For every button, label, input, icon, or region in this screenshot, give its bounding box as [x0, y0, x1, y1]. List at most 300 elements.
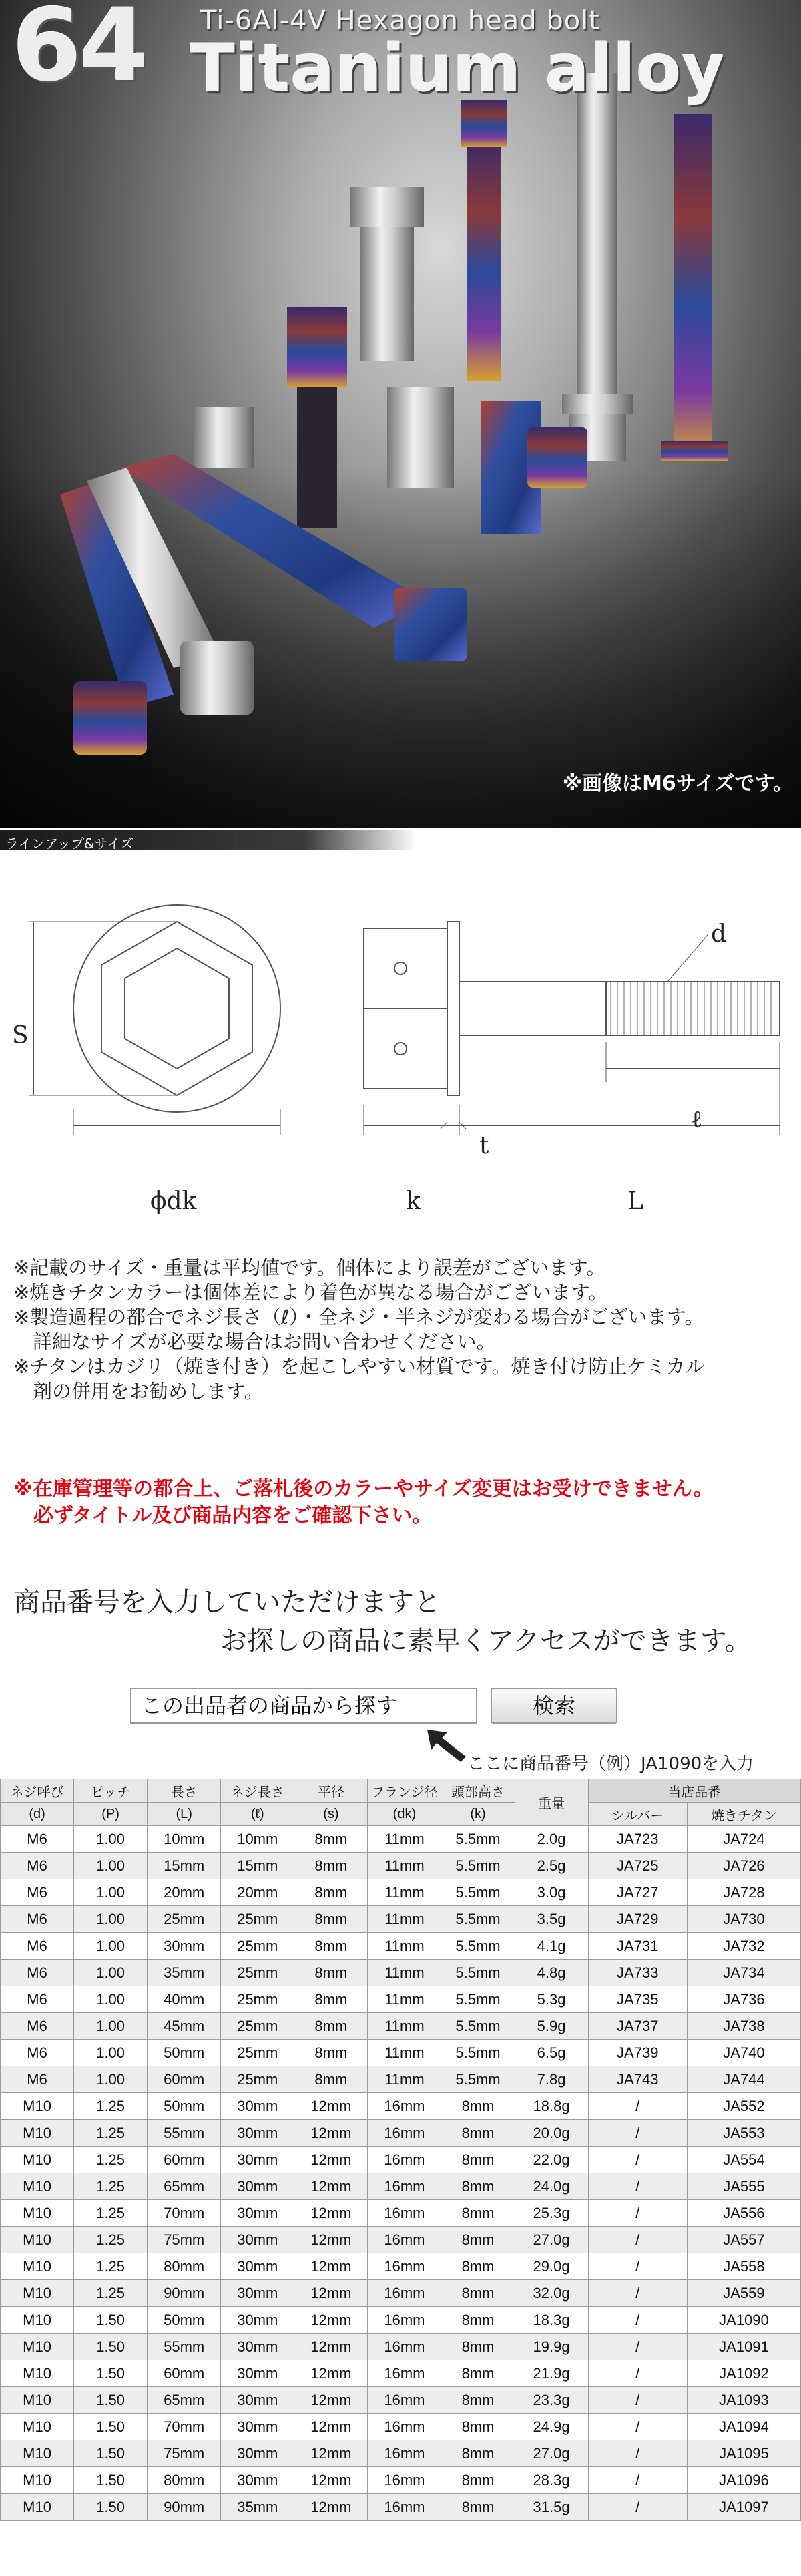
table-cell: 27.0g: [515, 2440, 588, 2467]
table-cell: 40mm: [148, 1986, 221, 2013]
table-cell: 8mm: [441, 2227, 515, 2253]
table-cell: 8mm: [294, 1906, 368, 1933]
hero-subtitle: Ti-6Al-4V Hexagon head bolt: [200, 5, 600, 36]
table-row: [1, 2200, 801, 2227]
table-cell: 30mm: [221, 2387, 294, 2414]
warning-line: ※在庫管理等の都合上、ご落札後のカラーやサイズ変更はお受けできません。: [13, 1477, 714, 1501]
table-cell: 12mm: [294, 2440, 368, 2467]
table-row: [1, 2440, 801, 2467]
table-row: [1, 2173, 801, 2200]
table-cell: 1.00: [74, 1986, 148, 2013]
table-cell: 65mm: [148, 2173, 221, 2200]
table-cell: 16mm: [368, 2147, 441, 2173]
table-cell: JA731: [588, 1933, 687, 1960]
dim-label-l: L: [627, 1187, 643, 1215]
warning-notice: [13, 1476, 794, 1529]
table-cell: 1.50: [74, 2360, 148, 2387]
table-cell: 30mm: [221, 2307, 294, 2334]
note-line: ※記載のサイズ・重量は平均値です。個体により誤差がございます。: [13, 1256, 606, 1279]
spec-table: [0, 1779, 801, 2521]
table-cell: 8mm: [441, 2147, 515, 2173]
table-cell: 16mm: [368, 2360, 441, 2387]
table-cell: JA1093: [687, 2387, 800, 2414]
table-cell: JA729: [588, 1906, 687, 1933]
hero-image-note: ※画像はM6サイズです。: [562, 772, 793, 795]
table-cell: 8mm: [441, 2360, 515, 2387]
subheader-l: (L): [148, 1803, 221, 1826]
header-thread-size: ネジ呼び: [1, 1779, 74, 1803]
table-cell: /: [588, 2173, 687, 2200]
table-cell: 11mm: [368, 1906, 441, 1933]
note-line: ※製造過程の都合でネジ長さ（ℓ）・全ネジ・半ネジが変わる場合がございます。: [13, 1306, 704, 1328]
table-cell: M10: [1, 2173, 74, 2200]
table-cell: JA554: [687, 2147, 800, 2173]
table-cell: /: [588, 2414, 687, 2440]
table-cell: /: [588, 2360, 687, 2387]
section-bar: [0, 830, 801, 850]
note-line: ※焼きチタンカラーは個体差により着色が異なる場合がございます。: [13, 1281, 608, 1304]
table-cell: 1.25: [74, 2147, 148, 2173]
table-cell: /: [588, 2307, 687, 2334]
table-cell: 8mm: [441, 2253, 515, 2280]
table-cell: 35mm: [221, 2494, 294, 2521]
table-row: [1, 2307, 801, 2334]
table-row: [1, 2494, 801, 2521]
dim-label-k: k: [406, 1187, 421, 1215]
table-row: [1, 2147, 801, 2173]
table-cell: 29.0g: [515, 2253, 588, 2280]
search-button[interactable]: 検索: [491, 1688, 617, 1724]
table-cell: JA730: [687, 1906, 800, 1933]
table-cell: 90mm: [148, 2280, 221, 2307]
table-cell: /: [588, 2120, 687, 2147]
table-cell: M10: [1, 2280, 74, 2307]
table-cell: 20mm: [221, 1879, 294, 1906]
table-cell: 30mm: [221, 2414, 294, 2440]
table-cell: 11mm: [368, 1986, 441, 2013]
subheader-d: (d): [1, 1803, 74, 1826]
table-cell: JA552: [687, 2093, 800, 2120]
table-cell: 21.9g: [515, 2360, 588, 2387]
table-cell: 1.25: [74, 2120, 148, 2147]
table-cell: 10mm: [148, 1826, 221, 1853]
table-cell: 65mm: [148, 2387, 221, 2414]
titanium-bolts-photo: [0, 0, 801, 828]
table-cell: 8mm: [441, 2440, 515, 2467]
table-cell: M6: [1, 1906, 74, 1933]
table-cell: /: [588, 2467, 687, 2494]
table-cell: 5.5mm: [441, 1986, 515, 2013]
subheader-p: (P): [74, 1803, 148, 1826]
table-cell: 8mm: [441, 2307, 515, 2334]
table-cell: 70mm: [148, 2200, 221, 2227]
table-cell: 1.25: [74, 2173, 148, 2200]
table-cell: 1.00: [74, 1906, 148, 1933]
dim-label-thread-length: ℓ: [691, 1106, 703, 1133]
table-cell: /: [588, 2334, 687, 2360]
table-cell: 30mm: [221, 2360, 294, 2387]
table-cell: 32.0g: [515, 2280, 588, 2307]
table-cell: 7.8g: [515, 2066, 588, 2093]
header-width-across-flats: 平径: [294, 1779, 368, 1803]
table-cell: 8mm: [294, 1879, 368, 1906]
hero-number: 64: [12, 0, 146, 104]
search-intro-line2: お探しの商品に素早くアクセスができます。: [220, 1626, 752, 1656]
table-cell: 6.5g: [515, 2040, 588, 2066]
table-cell: M10: [1, 2120, 74, 2147]
section-label: ラインアップ&サイズ: [5, 836, 134, 852]
subheader-thread-l: (ℓ): [221, 1803, 294, 1826]
table-cell: 1.50: [74, 2387, 148, 2414]
table-cell: 5.5mm: [441, 2013, 515, 2040]
table-row: [1, 2066, 801, 2093]
table-cell: 18.3g: [515, 2307, 588, 2334]
table-cell: 16mm: [368, 2387, 441, 2414]
table-cell: 11mm: [368, 1960, 441, 1986]
table-row: [1, 2093, 801, 2120]
table-cell: 24.0g: [515, 2173, 588, 2200]
table-cell: 8mm: [294, 1853, 368, 1879]
table-cell: 80mm: [148, 2467, 221, 2494]
table-row: [1, 1960, 801, 1986]
table-cell: 5.5mm: [441, 1960, 515, 1986]
table-cell: 12mm: [294, 2494, 368, 2521]
table-cell: 16mm: [368, 2093, 441, 2120]
table-cell: 12mm: [294, 2093, 368, 2120]
table-cell: 8mm: [294, 2013, 368, 2040]
table-cell: JA728: [687, 1879, 800, 1906]
dim-label-s: S: [12, 1022, 29, 1049]
table-cell: 23.3g: [515, 2387, 588, 2414]
table-row: [1, 1906, 801, 1933]
table-cell: M10: [1, 2147, 74, 2173]
table-cell: 8mm: [441, 2200, 515, 2227]
table-row: [1, 2360, 801, 2387]
table-cell: 25.3g: [515, 2200, 588, 2227]
table-cell: 8mm: [441, 2414, 515, 2440]
table-cell: 12mm: [294, 2227, 368, 2253]
table-cell: JA734: [687, 1960, 800, 1986]
table-cell: 16mm: [368, 2307, 441, 2334]
table-cell: 8mm: [441, 2173, 515, 2200]
table-cell: 90mm: [148, 2494, 221, 2521]
table-cell: 3.0g: [515, 1879, 588, 1906]
table-cell: 1.00: [74, 1853, 148, 1879]
table-cell: 1.00: [74, 2066, 148, 2093]
table-cell: 16mm: [368, 2280, 441, 2307]
table-cell: 30mm: [148, 1933, 221, 1960]
table-cell: 1.25: [74, 2200, 148, 2227]
hex-socket: [125, 948, 229, 1069]
table-cell: 16mm: [368, 2200, 441, 2227]
table-cell: 25mm: [221, 1960, 294, 1986]
table-cell: /: [588, 2440, 687, 2467]
table-cell: 12mm: [294, 2120, 368, 2147]
header-pitch: ピッチ: [74, 1779, 148, 1803]
table-cell: 12mm: [294, 2467, 368, 2494]
table-cell: /: [588, 2494, 687, 2521]
table-row: [1, 2227, 801, 2253]
table-cell: 11mm: [368, 1879, 441, 1906]
table-cell: 60mm: [148, 2147, 221, 2173]
table-cell: /: [588, 2253, 687, 2280]
table-cell: /: [588, 2227, 687, 2253]
table-cell: 60mm: [148, 2066, 221, 2093]
table-cell: 1.00: [74, 1960, 148, 1986]
table-row: [1, 2013, 801, 2040]
table-cell: 1.25: [74, 2093, 148, 2120]
table-cell: 8mm: [294, 1826, 368, 1853]
table-cell: 11mm: [368, 1933, 441, 1960]
warning-line: 必ずタイトル及び商品内容をご確認下さい。: [13, 1504, 433, 1527]
table-cell: 1.00: [74, 1879, 148, 1906]
table-cell: JA558: [687, 2253, 800, 2280]
table-cell: 1.50: [74, 2440, 148, 2467]
table-cell: M10: [1, 2093, 74, 2120]
table-cell: 20.0g: [515, 2120, 588, 2147]
table-cell: JA1097: [687, 2494, 800, 2521]
table-cell: 12mm: [294, 2334, 368, 2360]
table-cell: 30mm: [221, 2200, 294, 2227]
table-cell: 45mm: [148, 2013, 221, 2040]
table-cell: 27.0g: [515, 2227, 588, 2253]
table-row: [1, 2280, 801, 2307]
table-cell: 16mm: [368, 2253, 441, 2280]
table-cell: 25mm: [221, 2013, 294, 2040]
table-cell: JA553: [687, 2120, 800, 2147]
table-cell: 12mm: [294, 2360, 368, 2387]
table-cell: M6: [1, 2040, 74, 2066]
table-cell: JA736: [687, 1986, 800, 2013]
table-cell: 1.00: [74, 2013, 148, 2040]
table-cell: JA723: [588, 1826, 687, 1853]
table-cell: 1.25: [74, 2253, 148, 2280]
table-cell: 30mm: [221, 2227, 294, 2253]
subheader-silver: シルバー: [588, 1803, 687, 1826]
table-cell: JA732: [687, 1933, 800, 1960]
table-cell: 16mm: [368, 2334, 441, 2360]
table-cell: 1.25: [74, 2227, 148, 2253]
table-cell: 80mm: [148, 2253, 221, 2280]
table-cell: 4.1g: [515, 1933, 588, 1960]
table-row: [1, 2040, 801, 2066]
table-cell: 15mm: [148, 1853, 221, 1879]
table-cell: 1.50: [74, 2414, 148, 2440]
table-cell: M6: [1, 1826, 74, 1853]
table-cell: 5.5mm: [441, 1906, 515, 1933]
table-cell: JA1094: [687, 2414, 800, 2440]
table-cell: 8mm: [441, 2387, 515, 2414]
table-cell: 25mm: [221, 1986, 294, 2013]
table-cell: 10mm: [221, 1826, 294, 1853]
table-cell: 3.5g: [515, 1906, 588, 1933]
table-cell: 75mm: [148, 2440, 221, 2467]
table-cell: JA739: [588, 2040, 687, 2066]
pointer-arrow-icon: [427, 1730, 467, 1763]
header-flange-diameter: フランジ径: [368, 1779, 441, 1803]
table-cell: /: [588, 2387, 687, 2414]
table-cell: 19.9g: [515, 2334, 588, 2360]
table-cell: 25mm: [221, 2040, 294, 2066]
table-cell: M10: [1, 2494, 74, 2521]
table-cell: 16mm: [368, 2227, 441, 2253]
table-cell: /: [588, 2280, 687, 2307]
table-cell: 12mm: [294, 2147, 368, 2173]
table-cell: 8mm: [441, 2334, 515, 2360]
dim-label-d: d: [711, 920, 727, 948]
table-cell: JA740: [687, 2040, 800, 2066]
table-cell: 1.50: [74, 2467, 148, 2494]
table-cell: JA737: [588, 2013, 687, 2040]
header-length: 長さ: [148, 1779, 221, 1803]
table-row: [1, 1826, 801, 1853]
table-cell: 11mm: [368, 2040, 441, 2066]
table-cell: 30mm: [221, 2253, 294, 2280]
table-cell: JA1091: [687, 2334, 800, 2360]
search-hint: ここに商品番号（例）JA1090を入力: [467, 1754, 754, 1774]
table-cell: 11mm: [368, 2013, 441, 2040]
table-cell: 16mm: [368, 2494, 441, 2521]
table-cell: 8mm: [441, 2494, 515, 2521]
table-cell: JA1095: [687, 2440, 800, 2467]
table-cell: 30mm: [221, 2334, 294, 2360]
dim-label-t: t: [479, 1132, 489, 1159]
table-cell: 30mm: [221, 2120, 294, 2147]
table-cell: 16mm: [368, 2120, 441, 2147]
table-cell: 5.5mm: [441, 1933, 515, 1960]
table-cell: 55mm: [148, 2120, 221, 2147]
thread-section: [606, 982, 780, 1035]
table-cell: 1.50: [74, 2307, 148, 2334]
subheader-dk: (dk): [368, 1803, 441, 1826]
subheader-burnt-titanium: 焼きチタン: [687, 1803, 800, 1826]
table-cell: 22.0g: [515, 2147, 588, 2173]
table-cell: 8mm: [441, 2120, 515, 2147]
table-cell: 5.3g: [515, 1986, 588, 2013]
table-cell: 12mm: [294, 2200, 368, 2227]
table-cell: JA738: [687, 2013, 800, 2040]
table-cell: 50mm: [148, 2093, 221, 2120]
table-cell: M10: [1, 2334, 74, 2360]
table-cell: M10: [1, 2227, 74, 2253]
table-cell: 12mm: [294, 2253, 368, 2280]
table-cell: 12mm: [294, 2280, 368, 2307]
table-cell: 70mm: [148, 2414, 221, 2440]
table-cell: 25mm: [221, 1933, 294, 1960]
search-intro: [13, 1583, 788, 1660]
table-cell: M6: [1, 1986, 74, 2013]
table-cell: M10: [1, 2253, 74, 2280]
table-cell: M10: [1, 2360, 74, 2387]
table-cell: 50mm: [148, 2307, 221, 2334]
seller-search-input[interactable]: この出品者の商品から探す: [130, 1688, 477, 1724]
table-cell: 11mm: [368, 1826, 441, 1853]
table-cell: JA735: [588, 1986, 687, 2013]
table-cell: 15mm: [221, 1853, 294, 1879]
table-row: [1, 2120, 801, 2147]
table-cell: 5.5mm: [441, 2040, 515, 2066]
table-cell: JA726: [687, 1853, 800, 1879]
hero-title: Titanium alloy: [190, 31, 726, 107]
table-cell: 12mm: [294, 2387, 368, 2414]
table-cell: 30mm: [221, 2173, 294, 2200]
side-flange: [447, 922, 459, 1095]
table-cell: 5.5mm: [441, 1826, 515, 1853]
table-cell: 4.8g: [515, 1960, 588, 1986]
table-cell: 1.50: [74, 2494, 148, 2521]
table-cell: 8mm: [441, 2280, 515, 2307]
table-cell: 30mm: [221, 2440, 294, 2467]
table-row: [1, 1853, 801, 1879]
table-cell: 31.5g: [515, 2494, 588, 2521]
table-row: [1, 2467, 801, 2494]
header-item-number: 当店品番: [588, 1779, 800, 1803]
table-cell: 5.9g: [515, 2013, 588, 2040]
table-cell: 16mm: [368, 2173, 441, 2200]
header-weight: 重量: [515, 1779, 588, 1826]
table-cell: JA1096: [687, 2467, 800, 2494]
table-cell: 30mm: [221, 2147, 294, 2173]
table-cell: 30mm: [221, 2093, 294, 2120]
table-row: [1, 2334, 801, 2360]
table-cell: JA724: [687, 1826, 800, 1853]
table-cell: 11mm: [368, 2066, 441, 2093]
table-cell: 25mm: [221, 1906, 294, 1933]
table-cell: 28.3g: [515, 2467, 588, 2494]
table-cell: 25mm: [148, 1906, 221, 1933]
table-cell: 30mm: [221, 2467, 294, 2494]
table-cell: JA557: [687, 2227, 800, 2253]
table-cell: JA1092: [687, 2360, 800, 2387]
table-cell: 8mm: [294, 2066, 368, 2093]
bolt-dimension-diagram: [0, 882, 801, 1229]
subheader-s: (s): [294, 1803, 368, 1826]
table-cell: 11mm: [368, 1853, 441, 1879]
table-cell: 8mm: [441, 2093, 515, 2120]
table-row: [1, 2253, 801, 2280]
table-row: [1, 2387, 801, 2414]
table-cell: M6: [1, 1879, 74, 1906]
table-cell: JA727: [588, 1879, 687, 1906]
table-cell: 1.25: [74, 2280, 148, 2307]
hero-banner: [0, 0, 801, 828]
table-cell: 75mm: [148, 2227, 221, 2253]
table-cell: 16mm: [368, 2414, 441, 2440]
note-line: 詳細なサイズが必要な場合はお問い合わせください。: [13, 1330, 496, 1353]
table-row: [1, 1933, 801, 1960]
table-cell: 12mm: [294, 2173, 368, 2200]
table-cell: M6: [1, 2013, 74, 2040]
table-cell: M10: [1, 2414, 74, 2440]
table-cell: /: [588, 2093, 687, 2120]
table-cell: M6: [1, 1853, 74, 1879]
table-cell: 2.5g: [515, 1853, 588, 1879]
table-cell: /: [588, 2200, 687, 2227]
table-cell: JA556: [687, 2200, 800, 2227]
table-row: [1, 1986, 801, 2013]
table-cell: 25mm: [221, 2066, 294, 2093]
note-line: 剤の併用をお勧めします。: [13, 1380, 264, 1403]
table-cell: 1.00: [74, 2040, 148, 2066]
dim-label-dk: ϕdk: [150, 1187, 197, 1215]
header-head-height: 頭部高さ: [441, 1779, 515, 1803]
table-cell: 8mm: [441, 2467, 515, 2494]
table-cell: 1.00: [74, 1826, 148, 1853]
table-cell: 55mm: [148, 2334, 221, 2360]
table-cell: 12mm: [294, 2307, 368, 2334]
table-cell: 8mm: [294, 1933, 368, 1960]
table-cell: 18.8g: [515, 2093, 588, 2120]
